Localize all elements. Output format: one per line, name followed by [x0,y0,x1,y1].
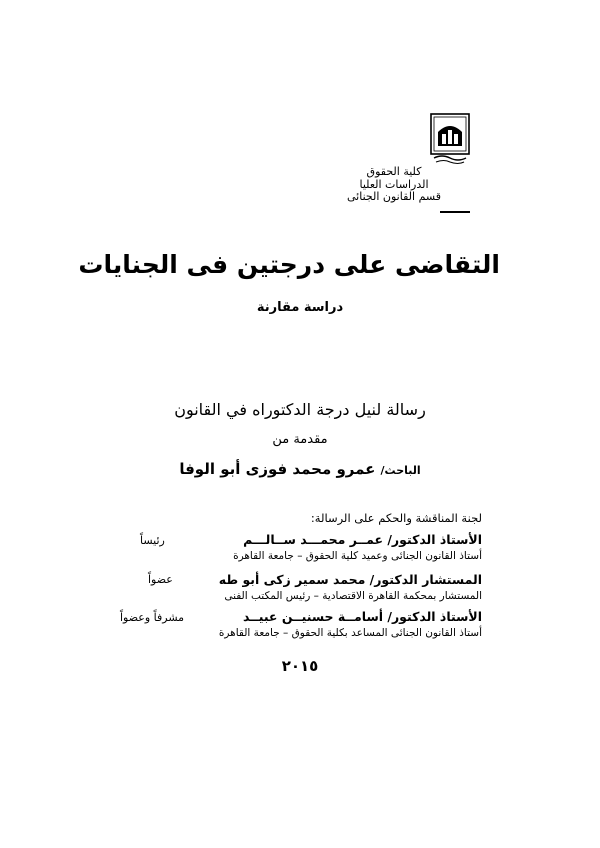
committee-member-description: المستشار بمحكمة القاهرة الاقتصادية – رئيس المكتب الفنى [224,590,482,602]
graduate-studies: الدراسات العليا [359,177,429,191]
committee-member-role: مشرفاً وعضواً [120,611,185,624]
committee-member-name: المستشار الدكتور/ محمد سمير زكى أبو طه [218,572,482,587]
committee-member-description: أستاذ القانون الجنائى وعميد كلية الحقوق – جامعة القاهرة [233,550,482,562]
cairo-university-crest-icon [428,112,472,166]
department-name: قسم القانون الجنائى [347,190,441,203]
committee-heading: لجنة المناقشة والحكم على الرسالة: [310,511,482,525]
committee-member-role: رئيساً [140,534,165,547]
degree-statement: رسالة لنيل درجة الدكتوراه في القانون [174,400,426,419]
committee-member-name: الأستاذ الدكتور/ أسامــة حسنيــن عبيــد [242,609,482,624]
thesis-title: التقاضى على درجتين فى الجنايات [78,250,500,279]
presented-by: مقدمة من [272,432,328,447]
department-underline [440,211,470,213]
researcher-label: الباحث/ [380,464,421,477]
committee-member-name: الأستاذ الدكتور/ عمــر محمـــد ســالـــم [243,532,482,547]
year: ٢٠١٥ [281,657,319,675]
faculty-header [314,166,474,204]
faculty-name: كلية الحقوق [366,165,422,178]
researcher-line [100,459,500,478]
researcher-name: عمرو محمد فوزى أبو الوفا [179,460,376,478]
committee-member-description: أستاذ القانون الجنائى المساعد بكلية الحقوق – جامعة القاهرة [218,627,482,639]
committee-member-role: عضواً [148,573,173,586]
thesis-subtitle: دراسة مقارنة [256,300,344,315]
